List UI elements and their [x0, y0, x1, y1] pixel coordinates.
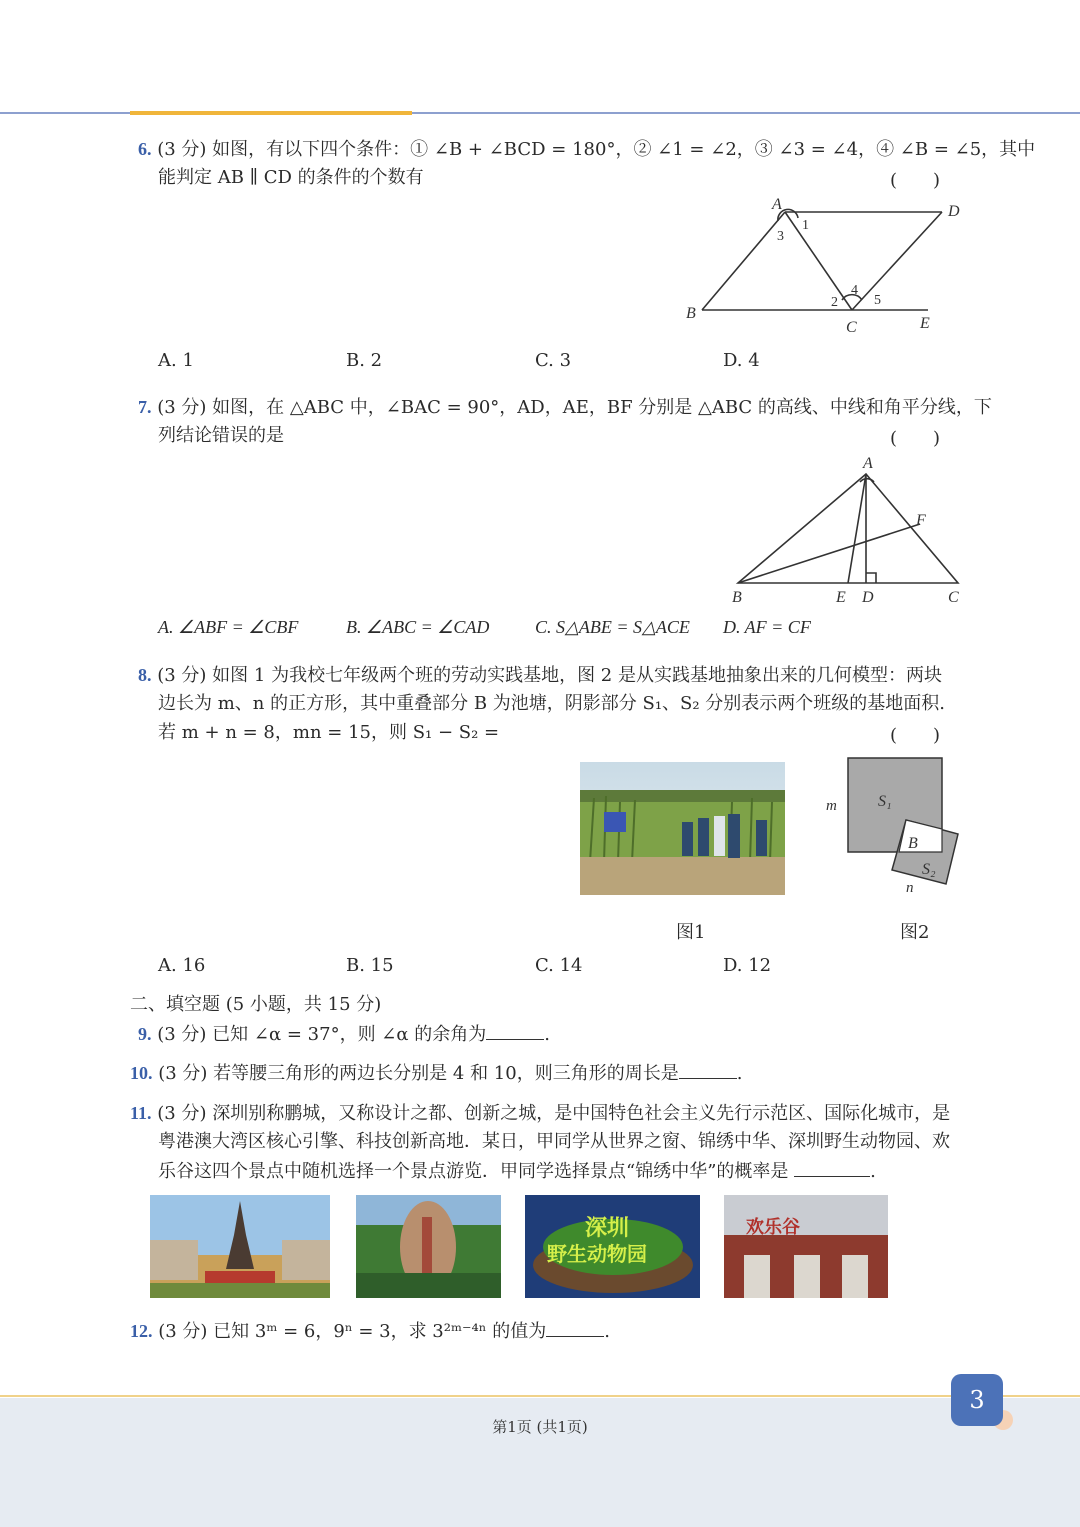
- q9-answer-blank: [486, 1021, 544, 1040]
- q12-number: 12.: [130, 1321, 153, 1341]
- q6-label-4: 4: [851, 283, 858, 298]
- q6-label-5: 5: [874, 293, 881, 308]
- q8-label-b: B: [908, 835, 918, 852]
- q8-label-m: m: [826, 798, 837, 814]
- q9-line: [138, 1021, 550, 1048]
- q7-answer-paren: ( ): [890, 428, 941, 449]
- q7-label-e: E: [836, 589, 846, 606]
- q8-label-s1: S₁: [878, 793, 892, 810]
- q7-label-d: D: [862, 589, 874, 606]
- q12-text: (3 分) 已知 3ᵐ = 6，9ⁿ = 3，求 3²ᵐ⁻⁴ⁿ 的值为: [158, 1321, 547, 1342]
- q6-label-1: 1: [802, 218, 809, 233]
- q11-line3: [158, 1158, 876, 1185]
- q7-line-ae: [848, 474, 866, 583]
- q7-label-a: A: [863, 455, 873, 472]
- q8-choice-a: A. 16: [158, 955, 206, 976]
- q6-label-2: 2: [831, 295, 838, 310]
- q10-number: 10.: [130, 1063, 153, 1083]
- q10-text: (3 分) 若等腰三角形的两边长分别是 4 和 10，则三角形的周长是: [158, 1063, 679, 1084]
- page-number-badge: 3: [951, 1374, 1003, 1426]
- q11-photo-safari-title1: 深圳: [585, 1215, 630, 1240]
- q6-label-3: 3: [777, 229, 784, 244]
- q11-photo-window-of-world: [150, 1195, 330, 1298]
- q7-text-line2: 列结论错误的是: [158, 425, 284, 446]
- q12-end: .: [604, 1321, 610, 1342]
- q7-choice-d: D. AF = CF: [723, 617, 811, 637]
- q9-number: 9.: [138, 1024, 152, 1044]
- q7-label-b: B: [732, 589, 742, 606]
- q7-choice-b: B. ∠ABC = ∠CAD: [346, 617, 490, 637]
- q6-choice-a: A. 1: [158, 350, 194, 371]
- q6-label-d: D: [948, 203, 960, 220]
- q8-text-line3: 若 m + n = 8，mn = 15，则 S₁ − S₂ =: [158, 722, 500, 743]
- q7-label-c: C: [948, 589, 959, 606]
- q11-text-line1: (3 分) 深圳别称鹏城，又称设计之都、创新之城，是中国特色社会主义先行示范区、国际化城市，是: [157, 1103, 951, 1124]
- q6-figure: [680, 192, 970, 337]
- q6-text-line1: (3 分) 如图，有以下四个条件：① ∠B + ∠BCD = 180°，② ∠1 = ∠2，③ ∠3 = ∠4，④ ∠B = ∠5，其中: [157, 139, 1036, 160]
- q8-fig2-caption: 图2: [900, 922, 930, 943]
- q12-line: [130, 1318, 610, 1345]
- q10-answer-blank: [679, 1060, 737, 1079]
- q11-end: .: [870, 1161, 876, 1182]
- q8-text-line1: (3 分) 如图 1 为我校七年级两个班的劳动实践基地，图 2 是从实践基地抽象出来的几何模型：两块: [157, 665, 942, 686]
- q6-answer-paren: ( ): [890, 170, 941, 191]
- q7-number: 7.: [138, 397, 152, 417]
- q8-fig1-caption: 图1: [676, 922, 706, 943]
- q8-choice-c: C. 14: [535, 955, 583, 976]
- q8-choice-b: B. 15: [346, 955, 394, 976]
- page-footer-text: 第1页 (共1页): [492, 1418, 588, 1436]
- q8-text-line2: 边长为 m、n 的正方形，其中重叠部分 B 为池塘，阴影部分 S₁、S₂ 分别表示两个班级的基地面积.: [158, 693, 946, 714]
- q8-label-s2: S₂: [922, 861, 936, 878]
- q7-right-angle-mark: [866, 573, 876, 583]
- q9-text: (3 分) 已知 ∠α = 37°，则 ∠α 的余角为: [157, 1024, 487, 1045]
- q11-photo-happy-valley-title: 欢乐谷: [746, 1217, 800, 1237]
- q11-photo-safari-title2: 野生动物园: [547, 1244, 647, 1266]
- q8-fig1-photo: [580, 762, 785, 895]
- q11-text-line3: 乐谷这四个景点中随机选择一个景点游览．甲同学选择景点“锦绣中华”的概率是: [158, 1161, 789, 1182]
- q6-choice-d: D. 4: [723, 350, 760, 371]
- q6-text-line2: 能判定 AB ∥ CD 的条件的个数有: [158, 167, 424, 188]
- q11-answer-blank: [794, 1158, 870, 1177]
- q6-line-cd: [852, 212, 942, 310]
- q7-choice-a: A. ∠ABF = ∠CBF: [158, 617, 299, 637]
- header-accent-bar: [130, 111, 412, 115]
- q8-line1: [138, 662, 942, 689]
- q7-line-bf: [738, 524, 920, 583]
- q6-line1: [138, 136, 1035, 163]
- q7-line1: [138, 394, 992, 421]
- q11-photo-happy-valley: [724, 1195, 888, 1298]
- q6-line-ab: [702, 212, 785, 310]
- section2-heading: 二、填空题 (5 小题，共 15 分): [130, 994, 382, 1015]
- q8-label-n: n: [906, 880, 914, 896]
- q8-answer-paren: ( ): [890, 725, 941, 746]
- q7-label-f: F: [916, 512, 926, 529]
- q6-choice-c: C. 3: [535, 350, 572, 371]
- q11-line1: [130, 1100, 950, 1127]
- q6-choice-b: B. 2: [346, 350, 383, 371]
- q6-number: 6.: [138, 139, 152, 159]
- q7-choice-c: C. S△ABE = S△ACE: [535, 617, 690, 637]
- q8-choice-d: D. 12: [723, 955, 772, 976]
- q6-label-c: C: [846, 319, 857, 336]
- q11-photo-splendid-china: [356, 1195, 501, 1298]
- q6-line-ac: [785, 212, 852, 310]
- q6-label-a: A: [772, 196, 782, 213]
- q7-text-line1: (3 分) 如图，在 △ABC 中，∠BAC = 90°，AD，AE，BF 分别是 △ABC 的高线、中线和角平分线，下: [157, 397, 992, 418]
- q6-label-b: B: [686, 305, 696, 322]
- q7-figure: [722, 450, 972, 610]
- q11-number: 11.: [130, 1103, 152, 1123]
- q6-label-e: E: [920, 315, 930, 332]
- q9-end: .: [544, 1024, 550, 1045]
- q10-end: .: [736, 1063, 743, 1084]
- footer-rule: [0, 1395, 1080, 1397]
- q11-photo-safari-park: [525, 1195, 700, 1298]
- q10-line: [130, 1060, 742, 1087]
- q12-answer-blank: [546, 1318, 604, 1337]
- q8-fig2-figure: [820, 752, 965, 900]
- q11-text-line2: 粤港澳大湾区核心引擎、科技创新高地．某日，甲同学从世界之窗、锦绣中华、深圳野生动物园、欢: [158, 1131, 950, 1152]
- q8-number: 8.: [138, 665, 152, 685]
